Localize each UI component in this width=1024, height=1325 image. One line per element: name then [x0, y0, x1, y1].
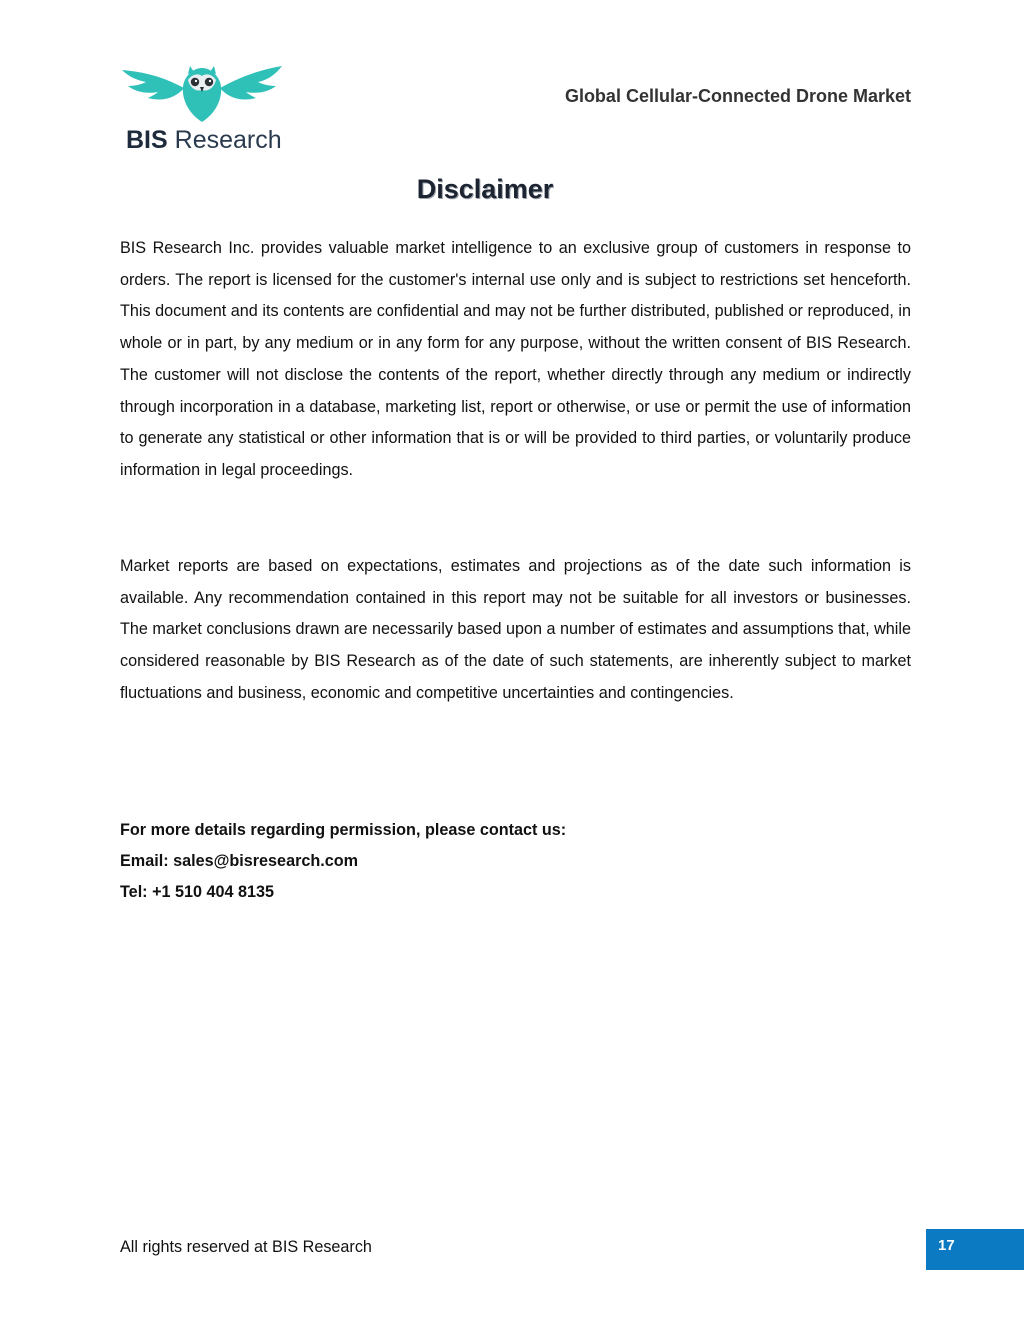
- footer-rights: All rights reserved at BIS Research: [120, 1238, 372, 1256]
- page-number-badge: [926, 1229, 1024, 1270]
- logo-wordmark: [126, 126, 282, 155]
- contact-block: [120, 815, 566, 908]
- contact-email: Email: sales@bisresearch.com: [120, 852, 359, 870]
- disclaimer-paragraph-2: Market reports are based on expectations, estimates and projections as of the date such information is available. Any recommendation contained in this report may not be suitable for all investors or businesses. The market conclusions drawn are necessarily based upon a number of estimates and assumptions that, while considered reasonable by BIS Research as of the date of such statements, are inherently subject to market fluctuations and business, economic and competitive uncertainties and contingencies.: [120, 557, 911, 702]
- page-title: Disclaimer: [416, 174, 554, 204]
- contact-heading: For more details regarding permission, please contact us:: [120, 821, 567, 839]
- disclaimer-paragraph-1: BIS Research Inc. provides valuable market intelligence to an exclusive group of customers in response to orders. The report is licensed for the customer's internal use only and is subject to restrictions set henceforth. This document and its contents are confidential and may not be further distributed, published or reproduced, in whole or in part, by any medium or in any form for any purpose, without the written consent of BIS Research. The customer will not disclose the contents of the report, whether directly through any medium or indirectly through incorporation in a database, marketing list, report or otherwise, or use or permit the use of information to generate any statistical or other information that is or will be provided to third parties, or voluntarily produce information in legal proceedings.: [120, 239, 911, 479]
- page-number: 17: [938, 1237, 955, 1254]
- report-title: Global Cellular-Connected Drone Market: [564, 86, 911, 106]
- owl-logo-icon: [118, 62, 286, 126]
- bis-research-logo: [118, 62, 286, 162]
- logo-brand-light: Research: [174, 126, 282, 154]
- logo-brand-bold: BIS: [126, 126, 168, 154]
- contact-phone: Tel: +1 510 404 8135: [120, 883, 275, 901]
